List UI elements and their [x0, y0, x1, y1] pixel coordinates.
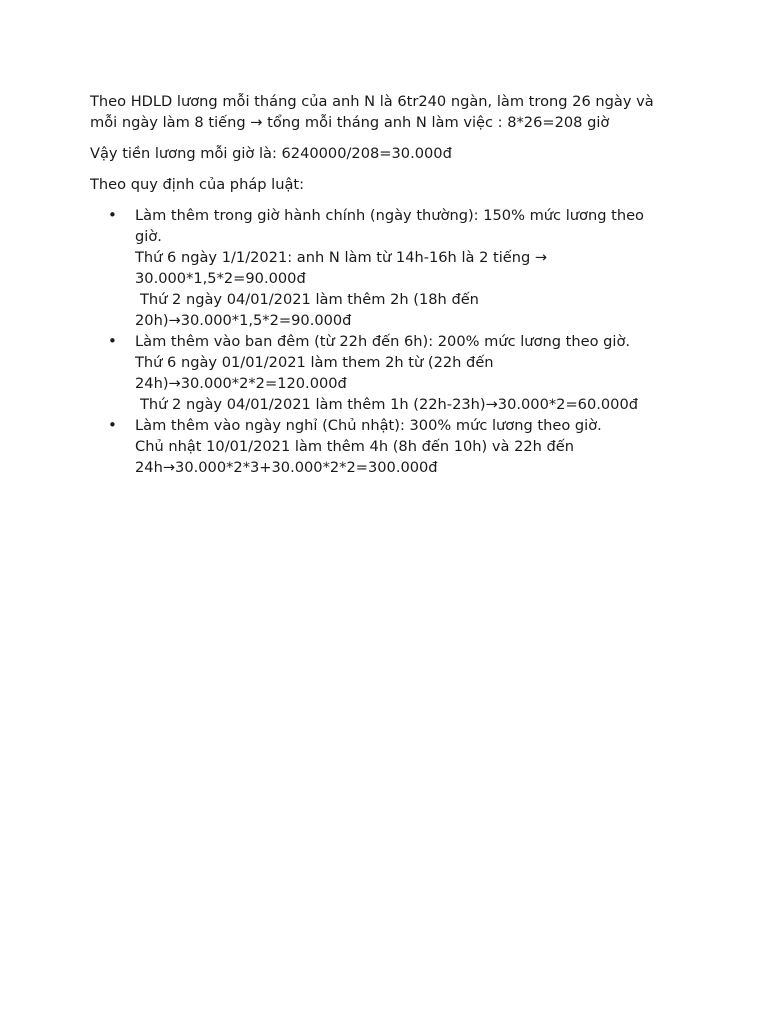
item-line: 24h)→30.000*2*2=120.000đ	[135, 375, 347, 392]
overtime-list	[90, 205, 690, 478]
item-line: 20h)→30.000*1,5*2=90.000đ	[135, 312, 352, 329]
bullet-icon: •	[108, 332, 117, 350]
item-line: Làm thêm vào ban đêm (từ 22h đến 6h): 200% mức lương theo giờ.	[135, 333, 631, 350]
intro-line: mỗi ngày làm 8 tiếng → tổng mỗi tháng anh N làm việc : 8*26=208 giờ	[90, 114, 610, 131]
hourly-wage-paragraph: Vậy tiền lương mỗi giờ là: 6240000/208=30.000đ	[90, 145, 452, 162]
item-line: giờ.	[135, 228, 162, 245]
item-line: 30.000*1,5*2=90.000đ	[135, 270, 306, 287]
item-line: Thứ 6 ngày 01/01/2021 làm them 2h từ (22h đến	[135, 354, 494, 371]
item-line: Thứ 6 ngày 1/1/2021: anh N làm từ 14h-16h là 2 tiếng →	[135, 249, 548, 266]
item-line: Thứ 2 ngày 04/01/2021 làm thêm 2h (18h đến	[140, 291, 479, 308]
item-line: Chủ nhật 10/01/2021 làm thêm 4h (8h đến 10h) và 22h đến	[135, 438, 575, 455]
document-body	[90, 91, 690, 478]
item-line: Thứ 2 ngày 04/01/2021 làm thêm 1h (22h-23h)→30.000*2=60.000đ	[140, 396, 639, 413]
intro-line: Theo HDLD lương mỗi tháng của anh N là 6tr240 ngàn, làm trong 26 ngày và	[90, 93, 654, 110]
intro-paragraph	[90, 91, 690, 133]
bullet-icon: •	[108, 206, 117, 224]
item-line: Làm thêm trong giờ hành chính (ngày thường): 150% mức lương theo	[135, 207, 644, 224]
list-item	[90, 415, 690, 478]
list-item	[90, 331, 690, 415]
law-heading: Theo quy định của pháp luật:	[90, 176, 305, 193]
item-line: 24h→30.000*2*3+30.000*2*2=300.000đ	[135, 459, 438, 476]
item-line: Làm thêm vào ngày nghỉ (Chủ nhật): 300% mức lương theo giờ.	[135, 417, 602, 434]
bullet-icon: •	[108, 416, 117, 434]
list-item	[90, 205, 690, 331]
